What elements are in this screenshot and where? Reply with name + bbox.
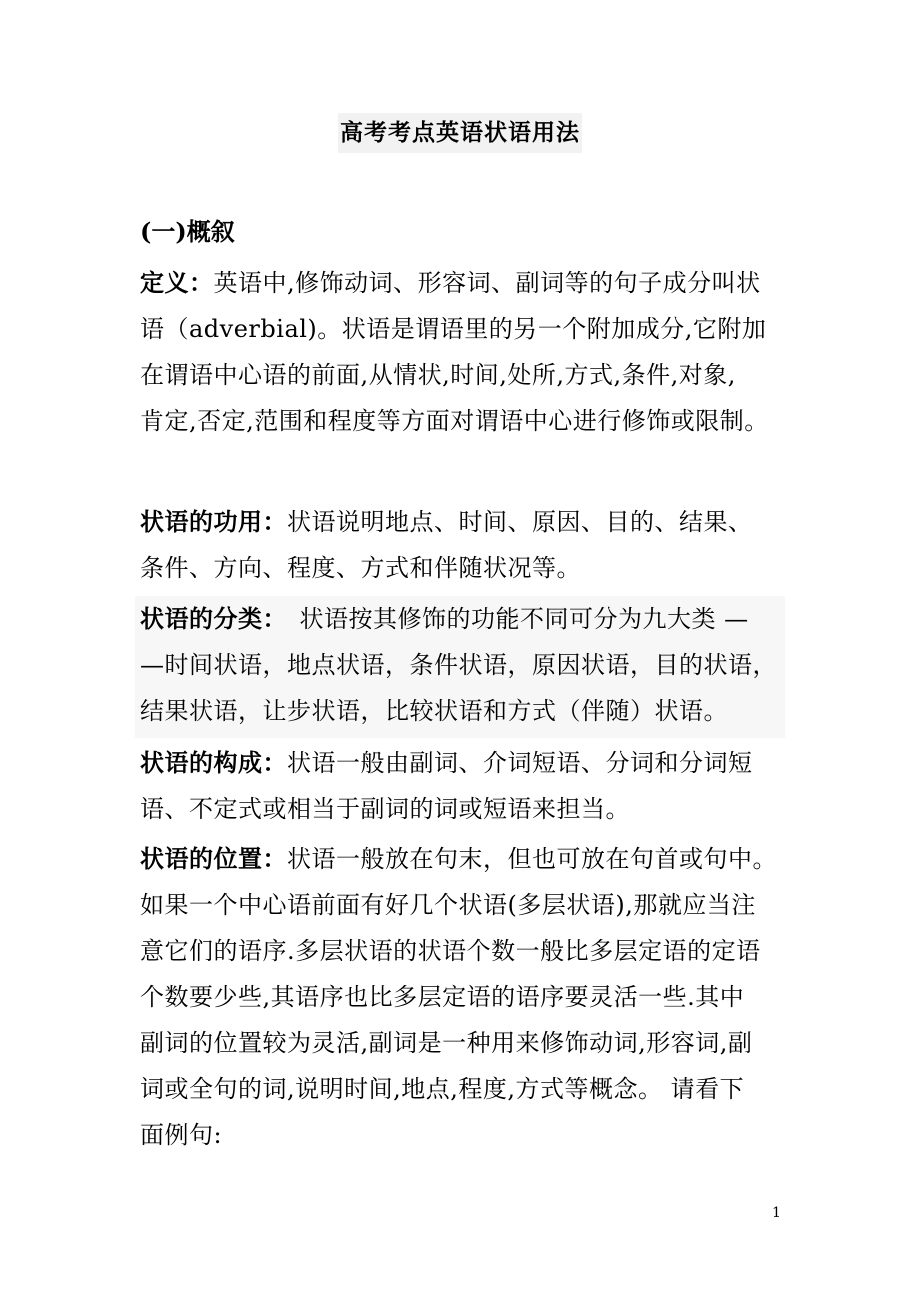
position-label: 状语的位置： bbox=[140, 844, 287, 873]
definition-paragraph bbox=[140, 260, 790, 444]
position-paragraph bbox=[140, 836, 790, 1158]
classification-paragraph bbox=[140, 596, 790, 734]
document-title-wrap bbox=[0, 113, 920, 153]
position-line: 个数要少些,其语序也比多层定语的语序要灵活一些.其中 bbox=[140, 983, 745, 1011]
document-title: 高考考点英语状语用法 bbox=[338, 113, 582, 153]
composition-line: 语、不定式或相当于副词的词或短语来担当。 bbox=[140, 795, 630, 823]
position-line: 意它们的语序.多层状语的状语个数一般比多层定语的定语 bbox=[140, 937, 761, 965]
definition-line: 英语中,修饰动词、形容词、副词等的句子成分叫状 bbox=[213, 269, 761, 297]
classification-line: —时间状语，地点状语，条件状语，原因状语，目的状语， bbox=[140, 651, 777, 679]
classification-label: 状语的分类： bbox=[140, 604, 275, 633]
position-line: 副词的位置较为灵活,副词是一种用来修饰动词,形容词,副 bbox=[140, 1029, 753, 1057]
position-line: 词或全句的词,说明时间,地点,程度,方式等概念。 请看下 bbox=[140, 1075, 745, 1103]
position-line: 如果一个中心语前面有好几个状语(多层状语),那就应当注 bbox=[140, 891, 756, 919]
function-line: 条件、方向、程度、方式和伴随状况等。 bbox=[140, 554, 581, 582]
position-line: 面例句: bbox=[140, 1121, 223, 1149]
function-label: 状语的功用： bbox=[140, 507, 287, 536]
definition-line: 肯定,否定,范围和程度等方面对谓语中心进行修饰或限制。 bbox=[140, 407, 769, 435]
definition-line: 语（adverbial)。状语是谓语里的另一个附加成分,它附加 bbox=[140, 315, 767, 343]
definition-line: 在谓语中心语的前面,从情状,时间,处所,方式,条件,对象, bbox=[140, 361, 736, 389]
composition-paragraph bbox=[140, 740, 790, 832]
position-line: 状语一般放在句末，但也可放在句首或句中。 bbox=[287, 845, 777, 873]
definition-label: 定义： bbox=[140, 268, 214, 297]
function-line: 状语说明地点、时间、原因、目的、结果、 bbox=[287, 508, 753, 536]
page-number: 1 bbox=[772, 1205, 781, 1221]
classification-line: 状语按其修饰的功能不同可分为九大类 — bbox=[275, 605, 749, 633]
function-paragraph bbox=[140, 499, 790, 591]
section-heading: (一)概叙 bbox=[140, 217, 235, 246]
composition-line: 状语一般由副词、介词短语、分词和分词短 bbox=[287, 749, 753, 777]
classification-line: 结果状语，让步状语，比较状语和方式（伴随）状语。 bbox=[140, 697, 728, 725]
composition-label: 状语的构成： bbox=[140, 748, 287, 777]
